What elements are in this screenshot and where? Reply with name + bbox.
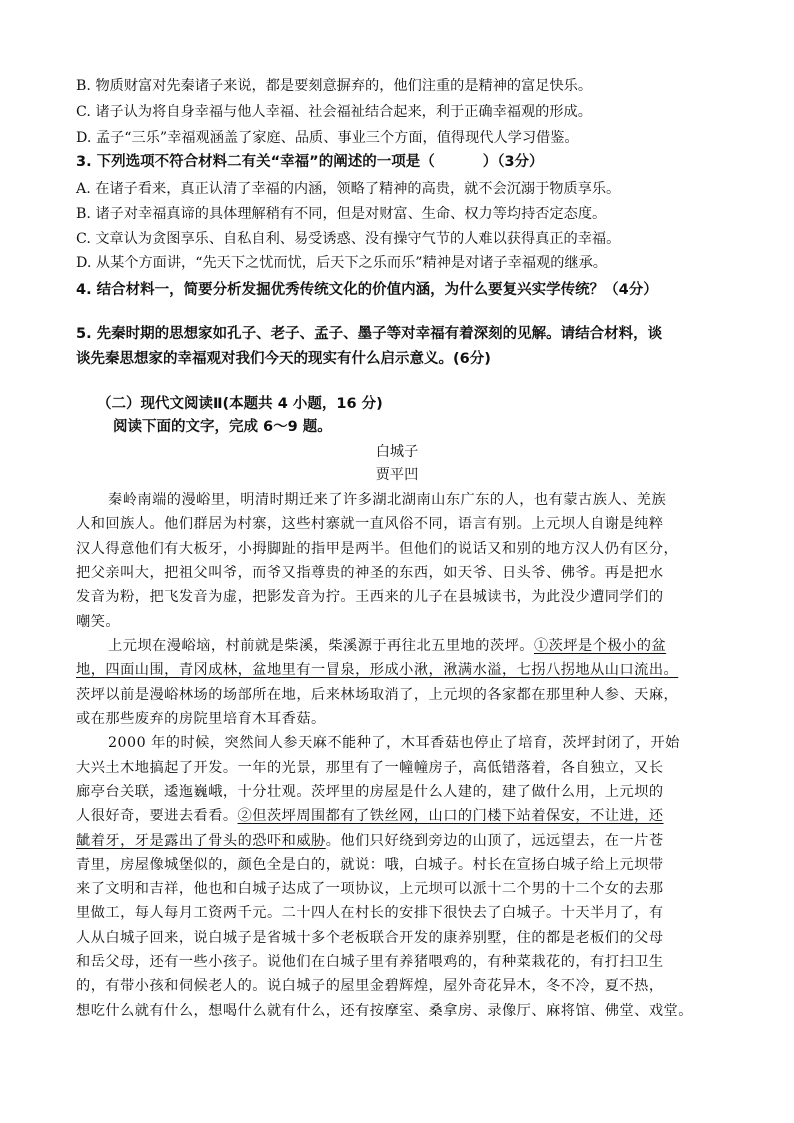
- underlined-sentence-1: ①茨坪是个极小的盆: [533, 638, 667, 654]
- story-line: 青里，房屋像城堡似的，颜色全是白的，就说：哦，白城子。村长在宣扬白城子给上元坝带: [76, 857, 664, 873]
- story-line: 把父亲叫大，把祖父叫爷，而爷又指尊贵的神圣的东西，如天爷、日头爷、佛爷。再是把水: [76, 565, 664, 581]
- story-line: 人和回族人。他们群居为村寨，这些村寨就一直风俗不同，语言有别。上元坝人自谢是纯粹: [76, 516, 664, 532]
- q3-stem-a: 3. 下列选项不符合材料二有关“幸福”的阐述的一项是（: [76, 154, 435, 170]
- story-line: 或在那些废弃的房院里培育木耳香菇。: [76, 711, 326, 727]
- underlined-sentence-1-cont: 地，四面山围，青冈成林，盆地里有一冒泉，形成小湫，湫满水溢，七拐八拐地从山口流出。: [76, 662, 679, 678]
- story-line: 茨坪以前是漫峪林场的场部所在地，后来林场取消了，上元坝的各家都在那里种人参、天麻，: [76, 687, 679, 703]
- underlined-sentence-2-cont: 龇着牙，牙是露出了骨头的恐吓和威胁: [76, 833, 326, 849]
- story-line: [76, 807, 664, 825]
- story-line: [76, 832, 664, 850]
- reading-instruction: 阅读下面的文字，完成 6～9 题。: [113, 419, 332, 435]
- q5-stem-line1: 5. 先秦时期的思想家如孔子、老子、孟子、墨子等对幸福有着深刻的见解。请结合材料，谈: [76, 326, 663, 342]
- story-line: [108, 637, 666, 655]
- underlined-sentence-2: ②但茨坪周围都有了铁丝网，山口的门楼下站着保安，不让进，还: [237, 808, 664, 824]
- story-line: 人从白城子回来，说白城子是省城十多个老板联合开发的康养别墅，住的都是老板们的父母: [76, 930, 664, 946]
- q3-stem: [76, 153, 544, 171]
- q3-stem-b: ）（3分）: [482, 154, 544, 170]
- story-line: 里做工，每人每月工资两千元。二十四人在村长的安排下很快去了白城子。十天半月了，有: [76, 905, 664, 921]
- story-line: 和岳父母，还有一些小孩子。说他们在白城子里有养猪喂鸡的，有种菜栽花的，有打扫卫生: [76, 954, 664, 970]
- story-title: 白城子: [375, 444, 419, 460]
- story-line: 的，有带小孩和伺候老人的。说白城子的屋里金碧辉煌，屋外奇花异木，冬不冷，夏不热，: [76, 978, 664, 994]
- story-line: 来了文明和吉祥，他也和白城子达成了一项协议，上元坝可以派十二个男的十二个女的去那: [76, 881, 664, 897]
- q2-option-b: B. 物质财富对先秦诸子来说，都是要刻意摒弃的，他们注重的是精神的富足快乐。: [76, 78, 593, 94]
- story-author: 贾平凹: [375, 467, 419, 483]
- story-line: 汉人得意他们有大板牙，小拇脚趾的指甲是两半。但他们的说话又和别的地方汉人仍有区分，: [76, 541, 679, 557]
- section-heading: （二）现代文阅读Ⅱ(本题共 4 小题，16 分): [97, 396, 383, 412]
- story-text: 人很好奇，要进去看看。: [76, 808, 238, 824]
- q3-option-b: B. 诸子对幸福真谛的具体理解稍有不同，但是对财富、生命、权力等均持否定态度。: [76, 206, 607, 222]
- q2-option-c: C. 诸子认为将自身幸福与他人幸福、社会福祉结合起来，利于正确幸福观的形成。: [76, 104, 592, 120]
- q3-option-d: D. 从某个方面讲，“先天下之忧而忧，后天下之乐而乐”精神是对诸子幸福观的继承。: [76, 255, 607, 271]
- story-line: 廊亭台关联，逶迤巍峨，十分壮观。茨坪里的房屋是什么人建的，建了做什么用，上元坝的: [76, 784, 664, 800]
- story-line: 发音为粉，把飞发音为虚，把影发音为拧。王西来的儿子在县城读书，为此没少遭同学们的: [76, 589, 664, 605]
- story-line: 大兴土木地搞起了开发。一年的光景，那里有了一幢幢房子，高低错落着，各自独立，又长: [76, 760, 664, 776]
- q4-stem: 4. 结合材料一，简要分析发掘优秀传统文化的价值内涵，为什么要复兴实学传统？（4分）: [76, 282, 658, 298]
- story-text: 上元坝在漫峪垴，村前就是柴溪，柴溪源于再往北五里地的茨坪。: [108, 638, 534, 654]
- q3-option-c: C. 文章认为贪图享乐、自私自利、易受诱惑、没有操守气节的人难以获得真正的幸福。: [76, 231, 621, 247]
- q3-option-a: A. 在诸子看来，真正认清了幸福的内涵，领略了精神的高贵，就不会沉溺于物质享乐。: [76, 181, 621, 197]
- story-line: 想吃什么就有什么，想喝什么就有什么，还有按摩室、桑拿房、录像厅、麻将馆、佛堂、戏堂。: [76, 1003, 693, 1019]
- story-line: 2000 年的时候，突然间人参天麻不能种了，木耳香菇也停止了培育，茨坪封闭了，开始: [108, 735, 680, 751]
- q2-option-d: D. 孟子“三乐”幸福观涵盖了家庭、品质、事业三个方面，值得现代人学习借鉴。: [76, 130, 579, 146]
- story-line: 嘲笑。: [76, 614, 121, 630]
- q5-stem-line2: 谈先秦思想家的幸福观对我们今天的现实有什么启示意义。(6分): [76, 351, 491, 367]
- story-line: 秦岭南端的漫峪里，明清时期迁来了许多湖北湖南山东广东的人，也有蒙古族人、羌族: [108, 492, 667, 508]
- story-text: 。他们只好绕到旁边的山顶了，远远望去，在一片苍: [325, 833, 664, 849]
